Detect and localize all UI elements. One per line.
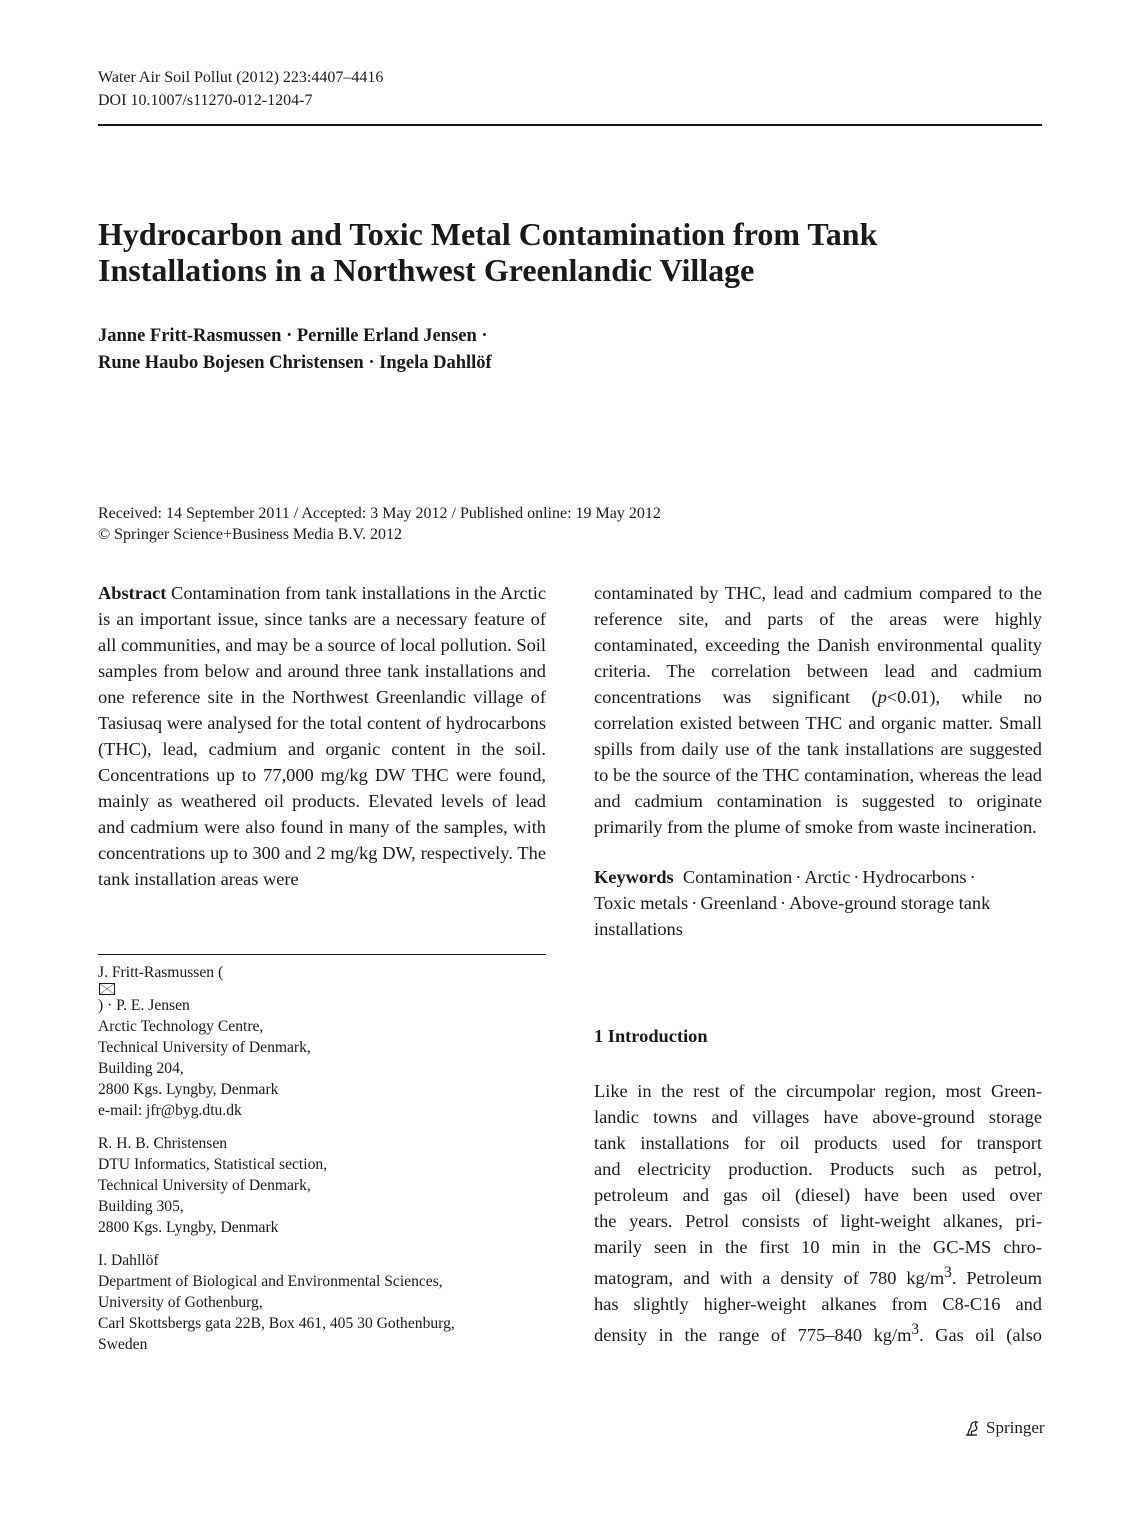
header-rule [98, 124, 1042, 126]
keyword: Greenland [700, 893, 777, 913]
abstract-right: contaminated by THC, lead and cadmium compared to the reference site, and parts of the areas were highly contaminated, exceeding the Danish environmental quality criteria. The correlation between lead and cadmium concentrations was significant (p<0.01), while no correlation existed between THC and organic matter. Small spills from daily use of the tank installations are suggested to be the source of the THC contamination, whereas the lead and cadmium contamination is suggested to originate primarily from the plume of smoke from waste incineration. Keywords Contamination · Arctic · Hydrocarbons · Toxic metals · Greenland · Above-ground storage tank installations [594, 580, 1042, 942]
publication-history [98, 503, 661, 545]
introduction-text: Like in the rest of the circumpolar region, most Green- landic towns and villages have above-ground storage tank installations for oil products used for transport and electricity production. Products such as petrol, petroleum and gas oil (diesel) have been used over the years. Petrol consists of light-weight alkanes, pri- marily seen in the first 10 min in the GC-MS chro- matogram, and with a density of 780 $kg/m^3$. Petroleum has slightly higher-weight alkanes from C8-C16 and density in the range of 775–840 $kg/m^3$. Gas oil (also [594, 1081, 1042, 1346]
author-list: Janne Fritt-Rasmussen · Pernille Erland Jensen · Rune Haubo Bojesen Christensen · Ingela Dahllöf [98, 326, 492, 373]
journal-header [98, 66, 383, 112]
journal-citation: Water Air Soil Pollut (2012) 223:4407–4416 [98, 69, 384, 86]
springer-logo [962, 1418, 1045, 1438]
abstract-label: Abstract [98, 583, 167, 603]
history-dates: Received: 14 September 2011 / Accepted: 3 May 2012 / Published online: 19 May 2012 [98, 505, 661, 522]
envelope-icon[interactable] [99, 983, 115, 995]
keyword: Contamination [682, 867, 793, 887]
article-title: Hydrocarbon and Toxic Metal Contamination from Tank Installations in a Northwest Greenlandic Village [98, 216, 878, 288]
section-heading: 1 Introduction [594, 1026, 708, 1046]
doi: DOI 10.1007/s11270-012-1204-7 [98, 92, 313, 109]
keyword: Hydrocarbons [862, 867, 967, 887]
keyword: Arctic [804, 867, 851, 887]
keywords-label: Keywords [594, 867, 674, 887]
abstract-left [98, 580, 546, 892]
abstract-text: Contamination from tank installations in the Arctic is an important issue, since tanks are a necessary feature of all communities, and may be a source of local pollution. Soil samples from below and around three tank installations and one reference site in the Northwest Greenlandic village of Tasiusaq were analysed for the total content of hydrocarbons (THC), lead, cadmium and organic content in the soil. Concentrations up to 77,000 mg/kg DW THC were found, mainly as weathered oil products. Elevated levels of lead and cadmium were also found in many of the samples, with concentrations up to 300 and 2 mg/kg DW, respectively. The tank installation areas were [98, 583, 546, 889]
affiliations [98, 962, 455, 1367]
footnote-rule [98, 954, 546, 955]
keyword: Toxic metals [594, 893, 689, 913]
email[interactable]: e-mail: jfr@byg.dtu.dk [98, 1102, 242, 1119]
publisher-name: Springer [986, 1418, 1045, 1437]
keyword: Above-ground storage tank installations [594, 893, 991, 939]
abstract-text-cont: contaminated by THC, lead and cadmium compared to the reference site, and parts of the areas were highly contaminated, exceeding the Danish environmental quality criteria. The correlation between lead and cadmium concentrations was significant ( [594, 583, 1042, 707]
affiliation-1: J. Fritt-Rasmussen ( ) · P. E. Jensen Arctic Technology Centre, Technical University of Denmark, Building 204, 2800 Kgs. Lyngby, Denmark e-mail: jfr@byg.dtu.dk [98, 962, 455, 1121]
springer-horse-icon [962, 1418, 982, 1438]
keywords: Keywords Contamination · Arctic · Hydrocarbons · Toxic metals · Greenland · Above-ground storage tank installations [594, 867, 991, 939]
affiliation-2: R. H. B. Christensen DTU Informatics, Statistical section, Technical University of Denmark, Building 305, 2800 Kgs. Lyngby, Denmark [98, 1135, 328, 1236]
copyright: © Springer Science+Business Media B.V. 2012 [98, 526, 402, 543]
affiliation-3: I. Dahllöf Department of Biological and Environmental Sciences, University of Gothenburg, Carl Skottsbergs gata 22B, Box 461, 405 30 Gothenburg, Sweden [98, 1252, 455, 1353]
